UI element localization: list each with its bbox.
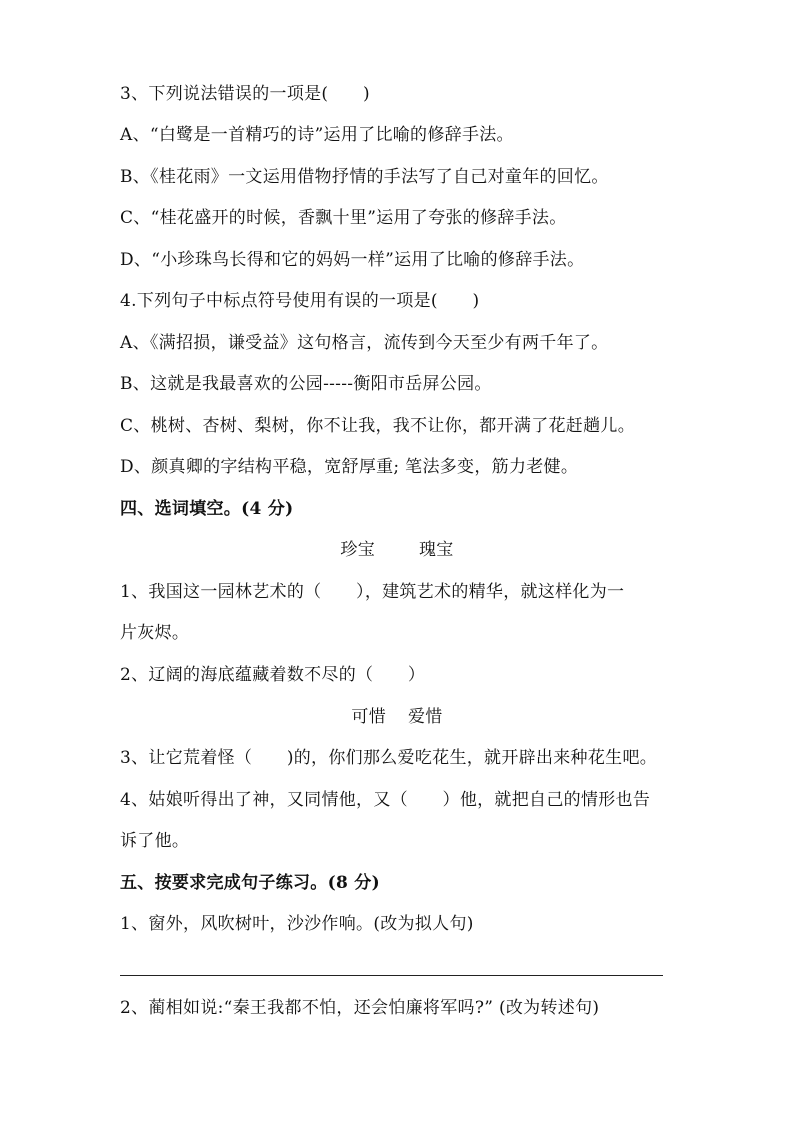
q4-option-a: A、《满招损，谦受益》这句格言，流传到今天至少有两千年了。 bbox=[120, 333, 609, 353]
sentence-item-2: 2、蔺相如说:“秦王我都不怕，还会怕廉将军吗?” (改为转述句) bbox=[120, 998, 600, 1018]
fill-item-4-line-2: 诉了他。 bbox=[120, 831, 190, 851]
fill-item-1-line-2: 片灰烬。 bbox=[120, 623, 190, 643]
q3-option-b: B、《桂花雨》一文运用借物抒情的手法写了自己对童年的回忆。 bbox=[120, 167, 609, 187]
q4-option-c: C、桃树、杏树、梨树，你不让我，我不让你，都开满了花赶趟儿。 bbox=[120, 416, 636, 436]
word-choice: 珍宝 bbox=[340, 540, 375, 560]
word-choice: 瑰宝 bbox=[419, 540, 454, 560]
q3-stem: 3、下列说法错误的一项是( ) bbox=[120, 84, 370, 104]
word-choice-group-2 bbox=[0, 705, 794, 729]
fill-item-4-line-1: 4、姑娘听得出了神，又同情他，又（ ）他，就把自己的情形也告 bbox=[120, 790, 651, 810]
sentence-item-1: 1、窗外，风吹树叶，沙沙作响。(改为拟人句) bbox=[120, 914, 474, 934]
q3-option-c: C、“桂花盛开的时候，香飘十里”运用了夸张的修辞手法。 bbox=[120, 208, 567, 228]
fill-item-2: 2、辽阔的海底蕴藏着数不尽的（ ） bbox=[120, 665, 426, 685]
word-choice: 爱惜 bbox=[408, 707, 443, 727]
fill-item-1-line-1: 1、我国这一园林艺术的（ ），建筑艺术的精华，就这样化为一 bbox=[120, 582, 625, 602]
q3-option-a: A、“白鹭是一首精巧的诗”运用了比喻的修辞手法。 bbox=[120, 125, 514, 145]
q4-stem: 4.下列句子中标点符号使用有误的一项是( ) bbox=[120, 291, 480, 311]
q4-option-d: D、颜真卿的字结构平稳，宽舒厚重; 笔法多变，筋力老健。 bbox=[120, 457, 579, 477]
word-choice: 可惜 bbox=[351, 707, 386, 727]
fill-item-3: 3、让它荒着怪（ )的，你们那么爱吃花生，就开辟出来种花生吧。 bbox=[120, 748, 658, 768]
q4-option-b: B、这就是我最喜欢的公园-----衡阳市岳屏公园。 bbox=[120, 374, 492, 394]
answer-line bbox=[120, 975, 663, 976]
section-4-heading: 四、选词填空。(4 分) bbox=[120, 499, 294, 519]
section-5-heading: 五、按要求完成句子练习。(8 分) bbox=[120, 873, 380, 893]
q3-option-d: D、“小珍珠鸟长得和它的妈妈一样”运用了比喻的修辞手法。 bbox=[120, 250, 585, 270]
word-choice-group-1 bbox=[0, 538, 794, 562]
